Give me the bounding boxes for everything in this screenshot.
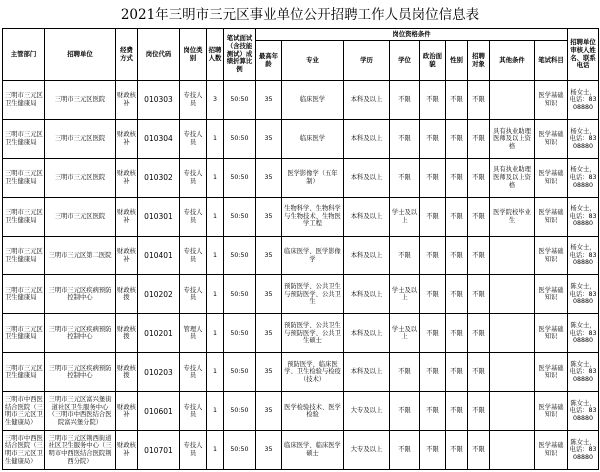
- contact-cell: 陈女士，电话：8308880: [568, 275, 599, 314]
- gender-cell: 不限: [446, 158, 468, 197]
- category-cell: 管理人员: [180, 314, 207, 353]
- col-subject: 笔试科目: [535, 41, 568, 81]
- subject-cell: 医学基础知识: [535, 314, 568, 353]
- ratio-cell: 50:50: [224, 158, 256, 197]
- contact-cell: 杨女士，电话：8308880: [568, 119, 599, 158]
- unit-cell: 三明市三元区医院: [45, 81, 116, 120]
- age-cell: 35: [256, 119, 282, 158]
- code-cell: 010201: [138, 314, 180, 353]
- count-cell: 1: [207, 119, 224, 158]
- header-row-1: [3, 29, 599, 41]
- funding-cell: 财政核拨: [116, 275, 138, 314]
- ratio-cell: 50:50: [224, 119, 256, 158]
- education-cell: 本科及以上: [344, 81, 390, 120]
- contact-cell: 杨女士，电话：8308880: [568, 158, 599, 197]
- table-row: [3, 275, 599, 314]
- code-cell: 010303: [138, 81, 180, 120]
- col-max-age: 最高年龄: [256, 41, 282, 81]
- gender-cell: 不限: [446, 197, 468, 236]
- subject-cell: 医学基础知识: [535, 236, 568, 275]
- category-cell: 专技人员: [180, 275, 207, 314]
- major-cell: 预防医学、临床医学、卫生检验与检疫（技术）: [282, 353, 344, 392]
- other-cell: 医学院校毕业生: [490, 197, 535, 236]
- code-cell: 010202: [138, 275, 180, 314]
- other-cell: 具有执业助理医师及以上资格: [490, 119, 535, 158]
- dept-cell: 三明市中西医结合医院（三明市三元区卫生健康局）: [3, 431, 45, 470]
- table-row: [3, 431, 599, 470]
- funding-cell: 财政核拨: [116, 314, 138, 353]
- major-cell: 临床医学: [282, 119, 344, 158]
- education-cell: 本科及以上: [344, 197, 390, 236]
- target-cell: 不限: [468, 392, 490, 431]
- funding-cell: 财政核补: [116, 158, 138, 197]
- unit-cell: 三明市三元区医院: [45, 197, 116, 236]
- education-cell: 本科及以上: [344, 353, 390, 392]
- age-cell: 35: [256, 392, 282, 431]
- count-cell: 1: [207, 158, 224, 197]
- col-funding: 经费方式: [116, 29, 138, 81]
- col-count: 招聘人数: [207, 29, 224, 81]
- dept-cell: 三明市三元区卫生健康局: [3, 81, 45, 120]
- education-cell: 本科及以上: [344, 236, 390, 275]
- table-row: [3, 197, 599, 236]
- education-cell: 大专及以上: [344, 392, 390, 431]
- funding-cell: 财政核补: [116, 197, 138, 236]
- subject-cell: 医学基础知识: [535, 392, 568, 431]
- table-row: [3, 236, 599, 275]
- political-cell: 不限: [420, 236, 446, 275]
- degree-cell: 不限: [390, 119, 420, 158]
- age-cell: 35: [256, 197, 282, 236]
- political-cell: 不限: [420, 392, 446, 431]
- code-cell: 010601: [138, 392, 180, 431]
- education-cell: 本科及以上: [344, 119, 390, 158]
- target-cell: 不限: [468, 314, 490, 353]
- funding-cell: 财政核补: [116, 236, 138, 275]
- category-cell: 专技人员: [180, 353, 207, 392]
- unit-cell: 三明市三元区医院: [45, 119, 116, 158]
- target-cell: 不限: [468, 236, 490, 275]
- contact-cell: 陈女士，电话：8308880: [568, 431, 599, 470]
- code-cell: 010301: [138, 197, 180, 236]
- political-cell: 不限: [420, 275, 446, 314]
- table-row: [3, 81, 599, 120]
- dept-cell: 三明市三元区卫生健康局: [3, 158, 45, 197]
- category-cell: 专技人员: [180, 81, 207, 120]
- dept-cell: 三明市三元区卫生健康局: [3, 353, 45, 392]
- table-row: [3, 353, 599, 392]
- major-cell: 医学检验技术、医学检验: [282, 392, 344, 431]
- contact-cell: 杨女士，电话：8308880: [568, 81, 599, 120]
- target-cell: 不限: [468, 81, 490, 120]
- category-cell: 专技人员: [180, 392, 207, 431]
- unit-cell: 三明市三元区疾病预防控制中心: [45, 275, 116, 314]
- funding-cell: 财政核补: [116, 392, 138, 431]
- political-cell: 不限: [420, 314, 446, 353]
- major-cell: 预防医学、公共卫生与预防医学、公共卫生: [282, 275, 344, 314]
- gender-cell: 不限: [446, 236, 468, 275]
- col-unit: 招聘单位: [45, 29, 116, 81]
- unit-cell: 三明市三元区荆西街道社区卫生服务中心（三明市中西医结合医院荆西分院）: [45, 431, 116, 470]
- col-contact: 招聘单位审核人姓名、联系电话: [568, 29, 599, 81]
- ratio-cell: 50:50: [224, 81, 256, 120]
- gender-cell: 不限: [446, 81, 468, 120]
- funding-cell: 财政核补: [116, 81, 138, 120]
- ratio-cell: 50:50: [224, 275, 256, 314]
- subject-cell: 医学基础知识: [535, 353, 568, 392]
- col-code: 岗位代码: [138, 29, 180, 81]
- job-table: [2, 28, 599, 470]
- degree-cell: 学士及以上: [390, 275, 420, 314]
- code-cell: 010304: [138, 119, 180, 158]
- gender-cell: 不限: [446, 431, 468, 470]
- table-row: [3, 158, 599, 197]
- political-cell: 不限: [420, 431, 446, 470]
- gender-cell: 不限: [446, 275, 468, 314]
- page-title: 2021年三明市三元区事业单位公开招聘工作人员岗位信息表: [120, 7, 480, 23]
- subject-cell: 医学基础知识: [535, 197, 568, 236]
- age-cell: 35: [256, 158, 282, 197]
- unit-cell: 三明市三元区富兴堡街道社区卫生服务中心（三明市中西医结合医院富兴堡分院）: [45, 392, 116, 431]
- degree-cell: 不限: [390, 236, 420, 275]
- table-row: [3, 392, 599, 431]
- contact-cell: 陈女士，电话：8308880: [568, 314, 599, 353]
- degree-cell: 不限: [390, 158, 420, 197]
- major-cell: 医学影像学（五年制）: [282, 158, 344, 197]
- age-cell: 35: [256, 431, 282, 470]
- gender-cell: 不限: [446, 392, 468, 431]
- count-cell: 1: [207, 236, 224, 275]
- target-cell: 不限: [468, 197, 490, 236]
- ratio-cell: 50:50: [224, 392, 256, 431]
- target-cell: 不限: [468, 158, 490, 197]
- col-major: 专业: [282, 41, 344, 81]
- unit-cell: 三明市三元区医院: [45, 158, 116, 197]
- category-cell: 专技人员: [180, 197, 207, 236]
- other-cell: [490, 314, 535, 353]
- degree-cell: 不限: [390, 353, 420, 392]
- unit-cell: 三明市三元区疾病预防控制中心: [45, 314, 116, 353]
- code-cell: 010302: [138, 158, 180, 197]
- funding-cell: 财政核拨: [116, 353, 138, 392]
- political-cell: 不限: [420, 158, 446, 197]
- gender-cell: 不限: [446, 353, 468, 392]
- count-cell: 1: [207, 353, 224, 392]
- other-cell: [490, 81, 535, 120]
- contact-cell: 陈女士，电话：8308880: [568, 392, 599, 431]
- dept-cell: 三明市三元区卫生健康局: [3, 197, 45, 236]
- other-cell: [490, 392, 535, 431]
- count-cell: 1: [207, 431, 224, 470]
- count-cell: 1: [207, 275, 224, 314]
- other-cell: [490, 275, 535, 314]
- category-cell: 专技人员: [180, 236, 207, 275]
- political-cell: 不限: [420, 119, 446, 158]
- target-cell: 不限: [468, 431, 490, 470]
- other-cell: [490, 431, 535, 470]
- unit-cell: 三明市三元区疾病预防控制中心: [45, 353, 116, 392]
- dept-cell: 三明市三元区卫生健康局: [3, 314, 45, 353]
- education-cell: 本科及以上: [344, 314, 390, 353]
- dept-cell: 三明市三元区卫生健康局: [3, 119, 45, 158]
- col-target: 招聘对象: [468, 41, 490, 81]
- degree-cell: 学士及以上: [390, 197, 420, 236]
- degree-cell: 不限: [390, 392, 420, 431]
- count-cell: 1: [207, 392, 224, 431]
- major-cell: 临床医学、医学影像学: [282, 236, 344, 275]
- code-cell: 010401: [138, 236, 180, 275]
- subject-cell: 医学基础知识: [535, 119, 568, 158]
- col-ratio: 笔试面试（含技能测试）成绩折算比例: [224, 29, 256, 81]
- dept-cell: 三明市中西医结合医院（三明市三元区卫生健康局）: [3, 392, 45, 431]
- unit-cell: 三明市三元区第二医院: [45, 236, 116, 275]
- major-cell: 临床医学、临床医学硕士: [282, 431, 344, 470]
- major-cell: 生物科学、生物科学与生物技术、生物医学工程: [282, 197, 344, 236]
- other-cell: [490, 353, 535, 392]
- age-cell: 35: [256, 236, 282, 275]
- target-cell: 不限: [468, 119, 490, 158]
- education-cell: 大专及以上: [344, 431, 390, 470]
- contact-cell: 杨女士，电话：8308880: [568, 197, 599, 236]
- funding-cell: 财政核补: [116, 119, 138, 158]
- contact-cell: 杨女士，电话：8308880: [568, 236, 599, 275]
- category-cell: 专技人员: [180, 119, 207, 158]
- ratio-cell: 50:50: [224, 197, 256, 236]
- funding-cell: 财政核补: [116, 431, 138, 470]
- col-political: 政治面貌: [420, 41, 446, 81]
- gender-cell: 不限: [446, 314, 468, 353]
- col-category: 岗位类别: [180, 29, 207, 81]
- subject-cell: 医学基础知识: [535, 158, 568, 197]
- ratio-cell: 50:50: [224, 431, 256, 470]
- degree-cell: 不限: [390, 81, 420, 120]
- col-other: 其他条件: [490, 41, 535, 81]
- table-body: [3, 81, 599, 470]
- major-cell: 预防医学、公共卫生与预防医学、公共卫生硕士: [282, 314, 344, 353]
- gender-cell: 不限: [446, 119, 468, 158]
- political-cell: 不限: [420, 81, 446, 120]
- col-gender: 性别: [446, 41, 468, 81]
- subject-cell: 医学基础知识: [535, 431, 568, 470]
- ratio-cell: 50:50: [224, 353, 256, 392]
- subject-cell: 医学基础知识: [535, 81, 568, 120]
- col-degree: 学位: [390, 41, 420, 81]
- category-cell: 专技人员: [180, 431, 207, 470]
- count-cell: 1: [207, 314, 224, 353]
- code-cell: 010203: [138, 353, 180, 392]
- dept-cell: 三明市三元区卫生健康局: [3, 236, 45, 275]
- degree-cell: 不限: [390, 431, 420, 470]
- col-dept: 主管部门: [3, 29, 45, 81]
- political-cell: 不限: [420, 197, 446, 236]
- col-education: 学历: [344, 41, 390, 81]
- subject-cell: 医学基础知识: [535, 275, 568, 314]
- target-cell: 不限: [468, 353, 490, 392]
- table-row: [3, 314, 599, 353]
- political-cell: 不限: [420, 353, 446, 392]
- col-qualifications: 岗位资格条件: [256, 29, 568, 41]
- age-cell: 35: [256, 275, 282, 314]
- ratio-cell: 50:50: [224, 314, 256, 353]
- age-cell: 35: [256, 353, 282, 392]
- age-cell: 35: [256, 314, 282, 353]
- target-cell: 不限: [468, 275, 490, 314]
- other-cell: 具有执业助理医师及以上资格: [490, 158, 535, 197]
- count-cell: 3: [207, 81, 224, 120]
- ratio-cell: 50:50: [224, 236, 256, 275]
- age-cell: 35: [256, 81, 282, 120]
- major-cell: 临床医学: [282, 81, 344, 120]
- category-cell: 专技人员: [180, 158, 207, 197]
- education-cell: 本科及以上: [344, 158, 390, 197]
- degree-cell: 学士及以上: [390, 314, 420, 353]
- education-cell: 本科及以上: [344, 275, 390, 314]
- dept-cell: 三明市三元区卫生健康局: [3, 275, 45, 314]
- other-cell: [490, 236, 535, 275]
- contact-cell: 陈女士，电话：8308880: [568, 353, 599, 392]
- table-row: [3, 119, 599, 158]
- code-cell: 010701: [138, 431, 180, 470]
- count-cell: 1: [207, 197, 224, 236]
